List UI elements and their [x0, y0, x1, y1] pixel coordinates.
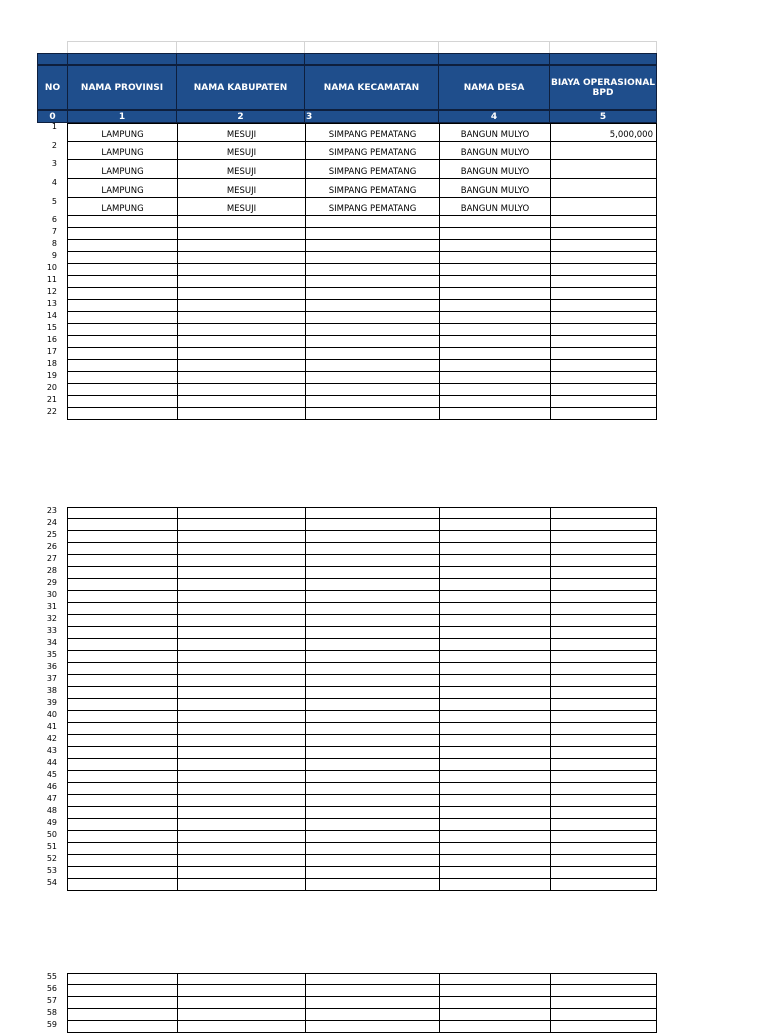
- table-row: [0, 336, 768, 348]
- row-number: 19: [46, 371, 57, 380]
- table-header: [37, 65, 657, 110]
- table-row: [0, 142, 768, 160]
- row-cells: [67, 372, 657, 384]
- row-number: 53: [46, 866, 57, 875]
- header-no: NO: [44, 82, 61, 93]
- row-cells: [67, 348, 657, 360]
- row-cells: [67, 142, 657, 160]
- row-number: 55: [46, 972, 57, 981]
- row-cells: [67, 855, 657, 867]
- table-row: [0, 179, 768, 198]
- table-row: [0, 997, 768, 1009]
- row-cells: [67, 783, 657, 795]
- row-cells: [67, 276, 657, 288]
- table-row: [0, 855, 768, 867]
- row-cells: [67, 1009, 657, 1021]
- cell-kecamatan[interactable]: SIMPANG PEMATANG: [328, 186, 417, 196]
- row-number: 23: [46, 506, 57, 515]
- row-number: 47: [46, 794, 57, 803]
- row-number: 27: [46, 554, 57, 563]
- table-row: [0, 615, 768, 627]
- row-cells: [67, 179, 657, 198]
- cell-desa[interactable]: BANGUN MULYO: [460, 148, 530, 158]
- row-number: 56: [46, 984, 57, 993]
- row-number: 3: [51, 159, 57, 168]
- row-number: 5: [51, 197, 57, 206]
- table-row: [0, 759, 768, 771]
- row-cells: [67, 985, 657, 997]
- row-cells: [67, 1021, 657, 1033]
- table-row: [0, 198, 768, 216]
- row-number: 59: [46, 1020, 57, 1029]
- row-number: 40: [46, 710, 57, 719]
- cell-biaya[interactable]: 5,000,000: [609, 130, 653, 140]
- table-row: [0, 1021, 768, 1033]
- header-number-1: 1: [118, 111, 126, 122]
- table-row: [0, 384, 768, 396]
- cell-kabupaten[interactable]: MESUJI: [226, 186, 257, 196]
- cell-desa[interactable]: BANGUN MULYO: [460, 130, 530, 140]
- table-row: [0, 723, 768, 735]
- row-cells: [67, 240, 657, 252]
- row-cells: [67, 324, 657, 336]
- row-cells: [67, 519, 657, 531]
- table-row: [0, 675, 768, 687]
- row-cells: [67, 531, 657, 543]
- row-number: 9: [51, 251, 57, 260]
- row-number: 49: [46, 818, 57, 827]
- row-cells: [67, 123, 657, 142]
- row-cells: [67, 567, 657, 579]
- row-number: 54: [46, 878, 57, 887]
- row-cells: [67, 771, 657, 783]
- row-cells: [67, 288, 657, 300]
- table-row: [0, 711, 768, 723]
- row-cells: [67, 160, 657, 179]
- table-row: [0, 831, 768, 843]
- header-number-4: 4: [490, 111, 498, 122]
- row-cells: [67, 627, 657, 639]
- row-cells: [67, 408, 657, 420]
- row-number: 29: [46, 578, 57, 587]
- row-cells: [67, 651, 657, 663]
- table-row: [0, 651, 768, 663]
- table-row: [0, 348, 768, 360]
- cell-kabupaten[interactable]: MESUJI: [226, 204, 257, 214]
- row-number: 11: [46, 275, 57, 284]
- header-number-2: 2: [237, 111, 244, 122]
- row-cells: [67, 360, 657, 372]
- table-row: [0, 240, 768, 252]
- row-number: 57: [46, 996, 57, 1005]
- row-cells: [67, 687, 657, 699]
- cell-kabupaten[interactable]: MESUJI: [226, 130, 257, 140]
- table-row: [0, 507, 768, 519]
- table-row: [0, 519, 768, 531]
- table-row: [0, 663, 768, 675]
- row-cells: [67, 591, 657, 603]
- cell-kabupaten[interactable]: MESUJI: [226, 148, 257, 158]
- header-nama-provinsi: NAMA PROVINSI: [80, 82, 164, 93]
- row-number: 44: [46, 758, 57, 767]
- cell-desa[interactable]: BANGUN MULYO: [460, 167, 530, 177]
- table-row: [0, 372, 768, 384]
- row-number: 6: [51, 215, 57, 224]
- table-row: [0, 312, 768, 324]
- table-row: [0, 276, 768, 288]
- cell-kecamatan[interactable]: SIMPANG PEMATANG: [328, 204, 417, 214]
- table-row: [0, 264, 768, 276]
- row-number: 7: [51, 227, 57, 236]
- cell-provinsi[interactable]: LAMPUNG: [101, 130, 144, 140]
- table-row: [0, 567, 768, 579]
- table-row: [0, 555, 768, 567]
- table-row: [0, 843, 768, 855]
- table-row: [0, 783, 768, 795]
- row-cells: [67, 615, 657, 627]
- header-nama-kabupaten: NAMA KABUPATEN: [193, 82, 288, 93]
- row-number: 52: [46, 854, 57, 863]
- table-row: [0, 699, 768, 711]
- row-cells: [67, 198, 657, 216]
- cell-kabupaten[interactable]: MESUJI: [226, 167, 257, 177]
- row-number: 43: [46, 746, 57, 755]
- row-cells: [67, 735, 657, 747]
- row-number: 30: [46, 590, 57, 599]
- row-number: 34: [46, 638, 57, 647]
- row-number: 1: [51, 122, 57, 131]
- row-cells: [67, 300, 657, 312]
- table-row: [0, 771, 768, 783]
- cell-kecamatan[interactable]: SIMPANG PEMATANG: [328, 148, 417, 158]
- row-number: 20: [46, 383, 57, 392]
- table-row: [0, 639, 768, 651]
- row-cells: [67, 312, 657, 324]
- cell-provinsi[interactable]: LAMPUNG: [101, 204, 144, 214]
- row-cells: [67, 336, 657, 348]
- table-row: [0, 252, 768, 264]
- table-row: [0, 228, 768, 240]
- row-number: 35: [46, 650, 57, 659]
- row-cells: [67, 973, 657, 985]
- cell-kecamatan[interactable]: SIMPANG PEMATANG: [328, 130, 417, 140]
- row-cells: [67, 819, 657, 831]
- row-number: 12: [46, 287, 57, 296]
- row-cells: [67, 699, 657, 711]
- table-row: [0, 807, 768, 819]
- table-row: [0, 360, 768, 372]
- table-row: [0, 795, 768, 807]
- row-number: 25: [46, 530, 57, 539]
- cell-desa[interactable]: BANGUN MULYO: [460, 204, 530, 214]
- row-number: 37: [46, 674, 57, 683]
- row-cells: [67, 252, 657, 264]
- row-number: 2: [51, 141, 57, 150]
- header-nama-kecamatan: NAMA KECAMATAN: [323, 82, 420, 93]
- header-number-3: 3: [306, 111, 313, 122]
- row-number: 50: [46, 830, 57, 839]
- row-number: 22: [46, 407, 57, 416]
- table-row: [0, 973, 768, 985]
- table-row: [0, 160, 768, 179]
- row-number: 38: [46, 686, 57, 695]
- row-cells: [67, 675, 657, 687]
- row-cells: [67, 384, 657, 396]
- row-number: 42: [46, 734, 57, 743]
- table-row: [0, 591, 768, 603]
- row-cells: [67, 396, 657, 408]
- row-cells: [67, 555, 657, 567]
- cell-kecamatan[interactable]: SIMPANG PEMATANG: [328, 167, 417, 177]
- cell-provinsi[interactable]: LAMPUNG: [101, 167, 144, 177]
- table-row: [0, 1009, 768, 1021]
- row-cells: [67, 711, 657, 723]
- table-row: [0, 627, 768, 639]
- row-number: 14: [46, 311, 57, 320]
- header-strip: [37, 53, 657, 65]
- row-number: 31: [46, 602, 57, 611]
- table-row: [0, 985, 768, 997]
- table-row: [0, 603, 768, 615]
- row-cells: [67, 867, 657, 879]
- row-number: 26: [46, 542, 57, 551]
- row-cells: [67, 831, 657, 843]
- row-number: 4: [51, 178, 57, 187]
- row-cells: [67, 795, 657, 807]
- table-row: [0, 288, 768, 300]
- row-cells: [67, 663, 657, 675]
- row-cells: [67, 723, 657, 735]
- row-cells: [67, 507, 657, 519]
- table-row: [0, 408, 768, 420]
- header-number-row: [37, 110, 657, 123]
- header-nama-desa: NAMA DESA: [463, 82, 525, 93]
- row-number: 41: [46, 722, 57, 731]
- cell-provinsi[interactable]: LAMPUNG: [101, 148, 144, 158]
- row-cells: [67, 807, 657, 819]
- cell-provinsi[interactable]: LAMPUNG: [101, 186, 144, 196]
- table-row: [0, 687, 768, 699]
- table-row: [0, 396, 768, 408]
- table-row: [0, 531, 768, 543]
- row-cells: [67, 216, 657, 228]
- table-row: [0, 879, 768, 891]
- row-cells: [67, 639, 657, 651]
- row-number: 46: [46, 782, 57, 791]
- row-number: 15: [46, 323, 57, 332]
- table-row: [0, 819, 768, 831]
- row-number: 10: [46, 263, 57, 272]
- row-number: 18: [46, 359, 57, 368]
- row-number: 51: [46, 842, 57, 851]
- row-cells: [67, 879, 657, 891]
- row-number: 33: [46, 626, 57, 635]
- row-cells: [67, 228, 657, 240]
- row-cells: [67, 759, 657, 771]
- row-cells: [67, 579, 657, 591]
- row-number: 8: [51, 239, 57, 248]
- header-number-0: 0: [49, 111, 56, 122]
- table-row: [0, 747, 768, 759]
- row-cells: [67, 997, 657, 1009]
- row-cells: [67, 543, 657, 555]
- table-row: [0, 300, 768, 312]
- row-cells: [67, 843, 657, 855]
- row-number: 48: [46, 806, 57, 815]
- row-number: 13: [46, 299, 57, 308]
- row-number: 21: [46, 395, 57, 404]
- cell-desa[interactable]: BANGUN MULYO: [460, 186, 530, 196]
- row-number: 45: [46, 770, 57, 779]
- row-number: 16: [46, 335, 57, 344]
- row-number: 32: [46, 614, 57, 623]
- row-number: 17: [46, 347, 57, 356]
- row-number: 24: [46, 518, 57, 527]
- row-number: 36: [46, 662, 57, 671]
- table-row: [0, 579, 768, 591]
- row-cells: [67, 747, 657, 759]
- row-cells: [67, 603, 657, 615]
- table-row: [0, 867, 768, 879]
- row-number: 39: [46, 698, 57, 707]
- table-row: [0, 216, 768, 228]
- table-row: [0, 123, 768, 142]
- table-row: [0, 324, 768, 336]
- row-cells: [67, 264, 657, 276]
- header-biaya-operasional: BIAYA OPERASIONAL BPD: [550, 77, 656, 98]
- table-row: [0, 735, 768, 747]
- table-row: [0, 543, 768, 555]
- row-number: 58: [46, 1008, 57, 1017]
- header-number-5: 5: [599, 111, 607, 122]
- row-number: 28: [46, 566, 57, 575]
